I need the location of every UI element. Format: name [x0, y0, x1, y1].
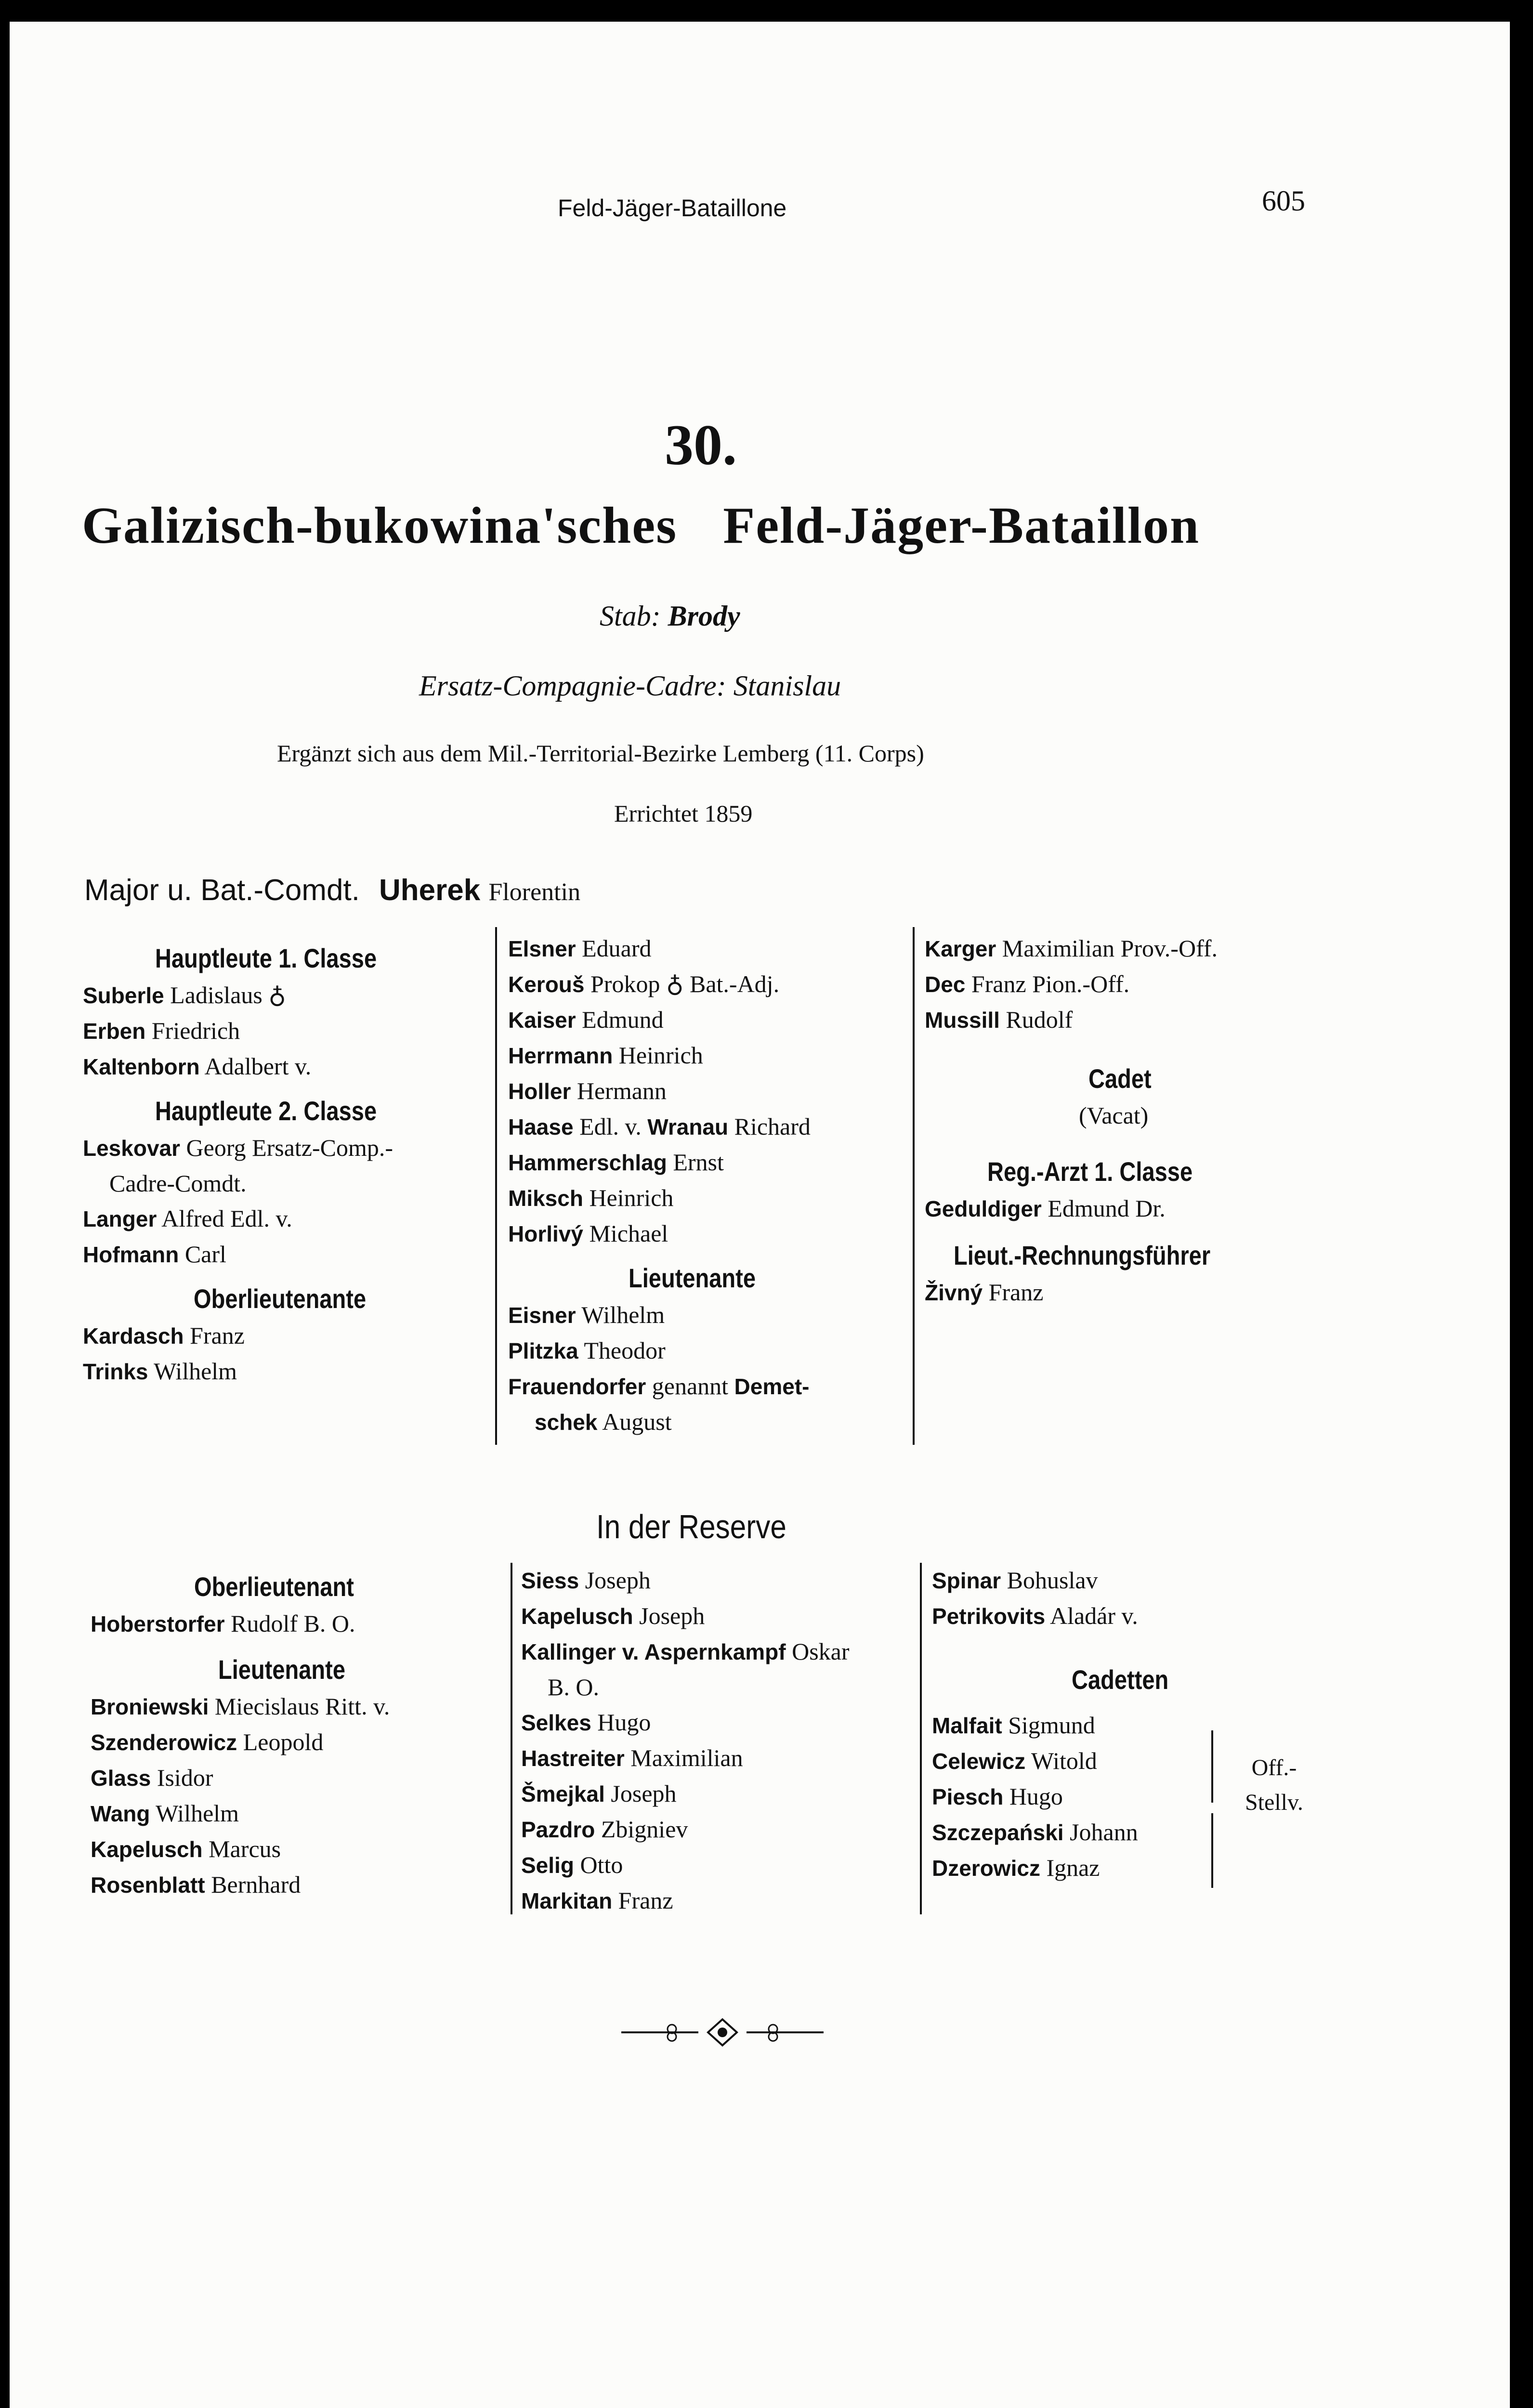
given-names: Hugo	[1009, 1783, 1063, 1810]
list-item	[932, 1779, 1250, 1815]
list-item	[521, 1670, 935, 1705]
heading-hauptleute-1: Hauptleute 1. Classe	[155, 943, 377, 973]
list-oberlieutenante-cont	[925, 931, 1349, 1038]
title-left: Galizisch-bukowina'sches	[82, 497, 678, 554]
given-names: Wilhelm	[154, 1358, 237, 1385]
surname: Elsner	[508, 936, 576, 961]
list-reserve-lieutenante-end	[932, 1563, 1250, 1634]
surname: Suberle	[83, 983, 164, 1008]
ersatz-line: Ersatz-Compagnie-Cadre: Stanislau	[419, 670, 841, 702]
list-item	[508, 1073, 932, 1109]
heading-rechnungsfuehrer: Lieut.-Rechnungsführer	[954, 1240, 1211, 1270]
list-item	[508, 931, 932, 967]
given-names: Rudolf B. O.	[231, 1610, 355, 1637]
battalion-number: 30.	[665, 413, 737, 477]
given-names: Franz	[618, 1887, 673, 1914]
list-item	[925, 967, 1349, 1002]
surname: Celewicz	[932, 1749, 1026, 1774]
given-names: Eduard	[582, 935, 652, 962]
given-names: Richard	[734, 1113, 811, 1140]
reserve-col-3	[932, 1563, 1250, 1886]
list-rechnungsfuehrer	[925, 1275, 1349, 1310]
list-item	[83, 1318, 497, 1354]
given-names: Sigmund	[1008, 1712, 1095, 1739]
list-item	[925, 1275, 1349, 1310]
list-item	[508, 1297, 932, 1333]
surname: Haase	[508, 1114, 574, 1139]
list-item	[932, 1563, 1250, 1598]
list-item	[83, 1354, 497, 1389]
surname: Piesch	[932, 1784, 1004, 1809]
surname: Hammerschlag	[508, 1150, 667, 1175]
surname: Dec	[925, 972, 966, 997]
list-item	[91, 1606, 505, 1642]
given-names: Zbigniev	[601, 1816, 688, 1843]
column-rule	[511, 1563, 512, 1914]
list-item	[932, 1708, 1250, 1743]
surname: Kallinger v. Aspernkampf	[521, 1639, 786, 1664]
list-item	[521, 1847, 935, 1883]
list-item	[91, 1725, 505, 1760]
stab-place: Brody	[668, 600, 740, 632]
given-names: Franz	[988, 1279, 1044, 1306]
surname: Kapelusch	[521, 1604, 633, 1629]
off-stellv-line1: Off.-	[1251, 1755, 1297, 1780]
surname: Horlivý	[508, 1221, 583, 1246]
surname-part: Wranau	[647, 1114, 729, 1139]
page-number: 605	[1262, 185, 1305, 217]
given-names: Rudolf	[1006, 1006, 1073, 1033]
surname: Spinar	[932, 1568, 1001, 1593]
list-item	[932, 1598, 1250, 1634]
surname: Plitzka	[508, 1338, 578, 1363]
list-item	[91, 1867, 505, 1903]
surname: Siess	[521, 1568, 579, 1593]
given-names: Marcus	[209, 1835, 281, 1862]
list-item	[508, 1145, 932, 1180]
list-item	[932, 1850, 1250, 1886]
list-hauptleute-1	[83, 978, 497, 1085]
surname: Miksch	[508, 1186, 583, 1211]
reserve-col-1	[91, 1568, 505, 1903]
given-names: genannt	[652, 1373, 734, 1400]
list-item	[83, 1130, 497, 1166]
given-names: Bernhard	[211, 1871, 301, 1898]
surname: Trinks	[83, 1359, 148, 1384]
list-item	[521, 1741, 935, 1776]
list-item	[521, 1776, 935, 1812]
given-names: Theodor	[584, 1337, 666, 1364]
given-names: Edmund	[582, 1006, 664, 1033]
surname: Karger	[925, 936, 996, 961]
surname: Petrikovits	[932, 1604, 1046, 1629]
surname: Wang	[91, 1801, 150, 1826]
given-names: Ignaz	[1046, 1854, 1100, 1881]
list-item	[508, 1038, 932, 1073]
heading-hauptleute-2: Hauptleute 2. Classe	[155, 1096, 377, 1126]
given-names: Carl	[184, 1241, 226, 1268]
list-item	[91, 1832, 505, 1867]
given-names: Edmund Dr.	[1048, 1195, 1166, 1222]
given-names: Miecislaus Ritt. v.	[214, 1693, 390, 1720]
active-col-3	[925, 931, 1349, 1310]
surname: Selig	[521, 1853, 574, 1878]
list-item	[508, 1404, 932, 1440]
list-item	[508, 1002, 932, 1038]
heading-oberlieutenant: Oberlieutenant	[194, 1571, 354, 1602]
heading-lieutenante: Lieutenante	[629, 1263, 756, 1293]
off-stellv-line2: Stellv.	[1245, 1790, 1303, 1815]
given-names: Franz	[190, 1322, 245, 1349]
given-names: Alfred Edl. v.	[161, 1205, 292, 1232]
surname: Leskovar	[83, 1136, 181, 1161]
given-names: Hermann	[577, 1077, 667, 1104]
surname: Eisner	[508, 1303, 576, 1328]
list-item	[508, 967, 932, 1002]
given-names: August	[602, 1408, 672, 1435]
column-rule	[913, 927, 915, 1445]
brace-lower	[1211, 1813, 1213, 1888]
surname: Szenderowicz	[91, 1730, 237, 1755]
heading-reg-arzt: Reg.-Arzt 1. Classe	[987, 1156, 1193, 1187]
ornament-divider-icon	[621, 2015, 824, 2049]
given-names: Bohuslav	[1007, 1567, 1098, 1594]
column-rule	[920, 1563, 922, 1914]
list-item	[521, 1634, 935, 1670]
given-names: Friedrich	[151, 1017, 240, 1044]
surname: Kardasch	[83, 1323, 184, 1348]
surname: Markitan	[521, 1888, 613, 1913]
battalion-title	[82, 496, 1200, 556]
errichtet-line: Errichtet 1859	[614, 800, 753, 827]
surname: Rosenblatt	[91, 1872, 205, 1898]
list-item	[925, 1002, 1349, 1038]
cadet-vacat: (Vacat)	[1079, 1102, 1149, 1129]
list-item	[521, 1883, 935, 1919]
given-names: Joseph	[611, 1780, 677, 1807]
list-item	[91, 1796, 505, 1832]
column-rule	[495, 927, 497, 1445]
active-col-2	[508, 931, 932, 1440]
given-names: Georg Ersatz-Comp.-	[186, 1134, 393, 1161]
heading-reserve-lieutenante: Lieutenante	[218, 1654, 345, 1685]
given-names: Adalbert v.	[204, 1053, 312, 1080]
list-oberlieutenante	[83, 1318, 497, 1389]
given-names: Wilhelm	[581, 1301, 665, 1328]
surname: Kapelusch	[91, 1837, 203, 1862]
list-item	[508, 1369, 932, 1404]
surname: Šmejkal	[521, 1781, 605, 1806]
surname: Kerouš	[508, 972, 585, 997]
reserve-heading: In der Reserve	[596, 1508, 786, 1545]
given-names: Heinrich	[618, 1042, 703, 1069]
list-item	[932, 1743, 1250, 1779]
list-reg-arzt	[925, 1191, 1349, 1227]
heading-cadetten: Cadetten	[1072, 1664, 1169, 1695]
list-item	[932, 1815, 1250, 1850]
list-reserve-lieutenante	[91, 1689, 505, 1903]
stab-line	[600, 600, 740, 633]
surname: Hastreiter	[521, 1746, 625, 1771]
brace-upper	[1211, 1730, 1213, 1803]
list-item	[83, 1013, 497, 1049]
list-lieutenante	[508, 1297, 932, 1440]
surname: Frauendorfer	[508, 1374, 646, 1399]
major-surname: Uherek	[379, 874, 481, 907]
surname: Kaltenborn	[83, 1054, 200, 1079]
list-reserve-lieutenante-cont	[521, 1563, 935, 1919]
list-item	[83, 1237, 497, 1272]
major-label: Major u. Bat.-Comdt.	[84, 874, 360, 907]
title-right: Feld-Jäger-Bataillon	[723, 497, 1200, 554]
given-names: Maximilian Prov.-Off.	[1002, 935, 1218, 962]
list-item	[521, 1598, 935, 1634]
given-names: Otto	[580, 1851, 623, 1878]
heading-oberlieutenante: Oberlieutenante	[194, 1283, 367, 1314]
list-item	[521, 1812, 935, 1847]
given-names: Cadre-Comdt.	[109, 1170, 247, 1197]
surname: Hofmann	[83, 1242, 179, 1267]
running-head: Feld-Jäger-Bataillone	[558, 195, 787, 222]
list-item	[83, 978, 497, 1013]
given-names: Johann	[1070, 1819, 1138, 1845]
surname: Erben	[83, 1019, 146, 1044]
given-names: Wilhelm	[156, 1800, 239, 1827]
given-names: Oskar	[792, 1638, 850, 1665]
given-names: Edl. v.	[579, 1113, 648, 1140]
active-col-1	[83, 939, 497, 1389]
surname: Kaiser	[508, 1008, 576, 1033]
given-names: Ladislaus ♁	[170, 982, 286, 1008]
given-names: Maximilian	[630, 1744, 743, 1771]
surname: Pazdro	[521, 1817, 595, 1842]
stab-label: Stab:	[600, 600, 661, 632]
list-cadetten	[932, 1708, 1250, 1886]
heading-cadet: Cadet	[1088, 1063, 1152, 1094]
off-stellv-note	[1245, 1751, 1303, 1820]
list-hauptleute-2	[83, 1130, 497, 1272]
list-item	[521, 1563, 935, 1598]
surname: Broniewski	[91, 1694, 209, 1719]
list-item	[508, 1109, 932, 1145]
surname: Dzerowicz	[932, 1856, 1040, 1881]
page	[10, 22, 1510, 2408]
major-forename: Florentin	[488, 878, 581, 906]
list-item	[508, 1216, 932, 1252]
given-names: Franz Pion.-Off.	[971, 970, 1130, 997]
surname: Selkes	[521, 1710, 591, 1735]
surname: Mussill	[925, 1008, 1000, 1033]
surname: Hoberstorfer	[91, 1611, 225, 1636]
surname: Geduldiger	[925, 1196, 1042, 1221]
list-oberlieutenant	[91, 1606, 505, 1642]
erganzt-line: Ergänzt sich aus dem Mil.-Territorial-Bezirke Lemberg (11. Corps)	[277, 740, 924, 767]
reserve-col-2	[521, 1563, 935, 1919]
given-names: Prokop ♁ Bat.-Adj.	[590, 970, 780, 997]
list-item	[83, 1166, 497, 1201]
given-names: Leopold	[243, 1728, 324, 1755]
list-item	[91, 1689, 505, 1725]
list-item	[508, 1180, 932, 1216]
surname: Holler	[508, 1079, 571, 1104]
surname: Živný	[925, 1280, 983, 1305]
given-names: Isidor	[157, 1764, 213, 1791]
surname: Herrmann	[508, 1043, 613, 1068]
list-item	[521, 1705, 935, 1741]
surname: Szczepański	[932, 1820, 1064, 1845]
given-names: B. O.	[548, 1674, 599, 1701]
list-item	[83, 1201, 497, 1237]
list-hauptleute-cont	[508, 931, 932, 1252]
given-names: Heinrich	[589, 1184, 674, 1211]
surname-part: Demet-	[734, 1374, 810, 1399]
given-names: Aladár v.	[1049, 1602, 1138, 1629]
list-item	[925, 931, 1349, 967]
surname: schek	[535, 1410, 598, 1435]
given-names: Ernst	[673, 1149, 724, 1176]
list-item	[83, 1049, 497, 1085]
given-names: Hugo	[597, 1709, 651, 1736]
given-names: Michael	[589, 1220, 668, 1247]
major-line	[84, 873, 580, 907]
given-names: Joseph	[585, 1567, 651, 1594]
list-item	[925, 1191, 1349, 1227]
given-names: Witold	[1031, 1747, 1097, 1774]
list-item	[91, 1760, 505, 1796]
given-names: Joseph	[639, 1602, 705, 1629]
surname: Malfait	[932, 1713, 1002, 1738]
surname: Langer	[83, 1206, 157, 1231]
list-item	[508, 1333, 932, 1369]
surname: Glass	[91, 1766, 151, 1791]
